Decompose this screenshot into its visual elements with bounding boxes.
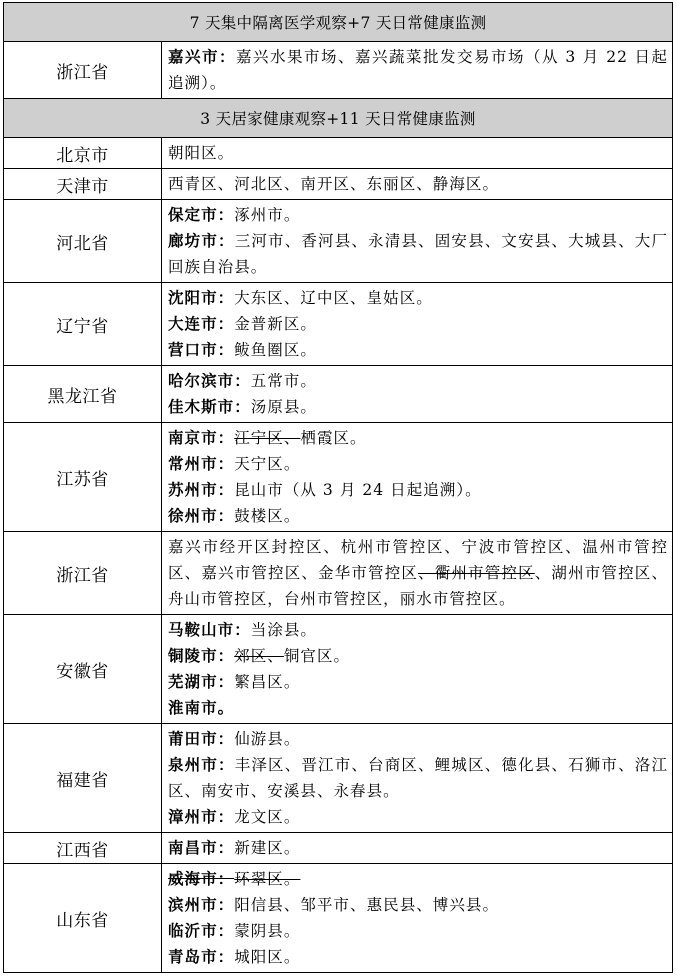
content-line <box>168 451 668 477</box>
province-cell: 浙江省 <box>4 532 162 615</box>
city-name: 徐州市： <box>168 506 235 525</box>
city-name: 南昌市： <box>168 838 235 857</box>
area-text: 涿州市。 <box>234 206 301 224</box>
city-name: 大连市： <box>168 314 235 333</box>
section-header-row <box>4 3 673 42</box>
area-text: 鲅鱼圈区。 <box>234 341 317 359</box>
area-text: 繁昌区。 <box>234 673 301 691</box>
table-row <box>4 283 673 366</box>
area-text: 、湖州市管控区、舟山市管控区，台州市管控区，丽水市管控区。 <box>168 564 668 608</box>
area-text: 阳信县、邹平市、惠民县、博兴县。 <box>234 896 500 914</box>
province-cell: 山东省 <box>4 864 162 973</box>
area-text: 朝阳区。 <box>168 144 235 162</box>
table-row <box>4 423 673 532</box>
city-name: 芜湖市： <box>168 672 235 691</box>
struck-text: 江宁区、 <box>234 429 301 447</box>
area-text: 天宁区。 <box>234 455 301 473</box>
city-name: 常州市： <box>168 454 235 473</box>
area-text: 蒙阴县。 <box>234 922 301 940</box>
content-line <box>168 669 668 695</box>
city-name: 马鞍山市： <box>168 620 251 639</box>
city-name: 沈阳市： <box>168 288 235 307</box>
content-cell <box>162 283 673 366</box>
province-cell: 福建省 <box>4 724 162 833</box>
province-cell: 浙江省 <box>4 42 162 99</box>
content-cell <box>162 423 673 532</box>
table-row <box>4 724 673 833</box>
table-row <box>4 200 673 283</box>
city-name: 苏州市： <box>168 480 235 499</box>
content-line <box>168 752 668 804</box>
city-name: 廊坊市： <box>168 231 235 250</box>
province-cell: 安徽省 <box>4 615 162 724</box>
province-cell: 天津市 <box>4 169 162 200</box>
content-cell <box>162 138 673 169</box>
content-line <box>168 394 668 420</box>
content-line <box>168 228 668 280</box>
area-text: 五常市。 <box>250 372 317 390</box>
table-row <box>4 42 673 99</box>
content-line <box>168 918 668 944</box>
content-line <box>168 285 668 311</box>
city-name: 漳州市： <box>168 807 235 826</box>
table-row <box>4 532 673 615</box>
struck-text: 郊区、 <box>234 647 284 665</box>
table-row <box>4 138 673 169</box>
struck-text: 环翠区。 <box>234 870 301 888</box>
content-line <box>168 368 668 394</box>
content-line <box>168 726 668 752</box>
content-cell <box>162 200 673 283</box>
area-text: 大东区、辽中区、皇姑区。 <box>234 289 433 307</box>
province-cell: 河北省 <box>4 200 162 283</box>
area-text: 昆山市（从 3 月 24 日起追溯）。 <box>234 481 482 499</box>
content-line <box>168 866 668 892</box>
notice-table <box>3 2 673 973</box>
content-cell <box>162 366 673 423</box>
content-line <box>168 944 668 970</box>
city-name: 哈尔滨市： <box>168 371 251 390</box>
content-line <box>168 534 668 612</box>
area-text: 鼓楼区。 <box>234 507 301 525</box>
content-line <box>168 695 668 721</box>
city-name: 营口市： <box>168 340 235 359</box>
province-cell: 黑龙江省 <box>4 366 162 423</box>
section-header-row <box>4 99 673 138</box>
city-name: 保定市： <box>168 205 235 224</box>
table-row <box>4 864 673 973</box>
city-name: 淮南市。 <box>168 698 235 717</box>
content-cell <box>162 42 673 99</box>
city-name: 南京市： <box>168 428 235 447</box>
content-line <box>168 171 668 197</box>
province-cell: 江苏省 <box>4 423 162 532</box>
content-line <box>168 202 668 228</box>
content-line <box>168 337 668 363</box>
city-name: 嘉兴市： <box>168 47 236 66</box>
area-text: 当涂县。 <box>250 621 317 639</box>
area-text: 栖霞区。 <box>300 429 367 447</box>
area-text: 汤原县。 <box>250 398 317 416</box>
content-line <box>168 643 668 669</box>
section-title: 7 天集中隔离医学观察+7 天日常健康监测 <box>4 3 673 42</box>
area-text: 嘉兴水果市场、嘉兴蔬菜批发交易市场（从 3 月 22 日起追溯）。 <box>168 48 668 92</box>
content-line <box>168 804 668 830</box>
province-cell: 辽宁省 <box>4 283 162 366</box>
area-text: 龙文区。 <box>234 808 301 826</box>
city-name: 铜陵市： <box>168 646 235 665</box>
area-text: 铜官区。 <box>283 647 351 665</box>
province-cell: 江西省 <box>4 833 162 864</box>
city-name: 佳木斯市： <box>168 397 251 416</box>
content-line <box>168 44 668 96</box>
section-title: 3 天居家健康观察+11 天日常健康监测 <box>4 99 673 138</box>
area-text: 丰泽区、晋江市、台商区、鲤城区、德化县、石狮市、洛江区、南安市、安溪县、永春县。 <box>168 756 668 800</box>
content-line <box>168 503 668 529</box>
city-name: 泉州市： <box>168 755 235 774</box>
province-cell: 北京市 <box>4 138 162 169</box>
table-row <box>4 366 673 423</box>
content-line <box>168 311 668 337</box>
area-text: 城阳区。 <box>234 948 301 966</box>
document-page <box>3 2 672 973</box>
area-text: 新建区。 <box>234 839 301 857</box>
struck-city-name: 威海市： <box>168 869 235 888</box>
area-text: 西青区、河北区、南开区、东丽区、静海区。 <box>168 175 500 193</box>
content-line <box>168 617 668 643</box>
city-name: 莆田市： <box>168 729 235 748</box>
area-text: 嘉兴市经开区封控区、杭州市管控区、宁波市管控区、温州市管控区、嘉兴市管控区、金华市管控区 <box>168 538 668 582</box>
table-row <box>4 615 673 724</box>
content-line <box>168 477 668 503</box>
content-cell <box>162 724 673 833</box>
content-line <box>168 835 668 861</box>
content-line <box>168 425 668 451</box>
city-name: 青岛市： <box>168 947 235 966</box>
city-name: 临沂市： <box>168 921 235 940</box>
area-text: 金普新区。 <box>234 315 317 333</box>
content-cell <box>162 615 673 724</box>
table-row <box>4 169 673 200</box>
content-line <box>168 140 668 166</box>
content-cell <box>162 532 673 615</box>
table-row <box>4 833 673 864</box>
city-name: 滨州市： <box>168 895 235 914</box>
content-cell <box>162 864 673 973</box>
content-cell <box>162 833 673 864</box>
area-text: 三河市、香河县、永清县、固安县、文安县、大城县、大厂回族自治县。 <box>168 232 668 276</box>
content-cell <box>162 169 673 200</box>
content-line <box>168 892 668 918</box>
struck-text: 、衢州市管控区 <box>418 564 535 582</box>
area-text: 仙游县。 <box>234 730 301 748</box>
